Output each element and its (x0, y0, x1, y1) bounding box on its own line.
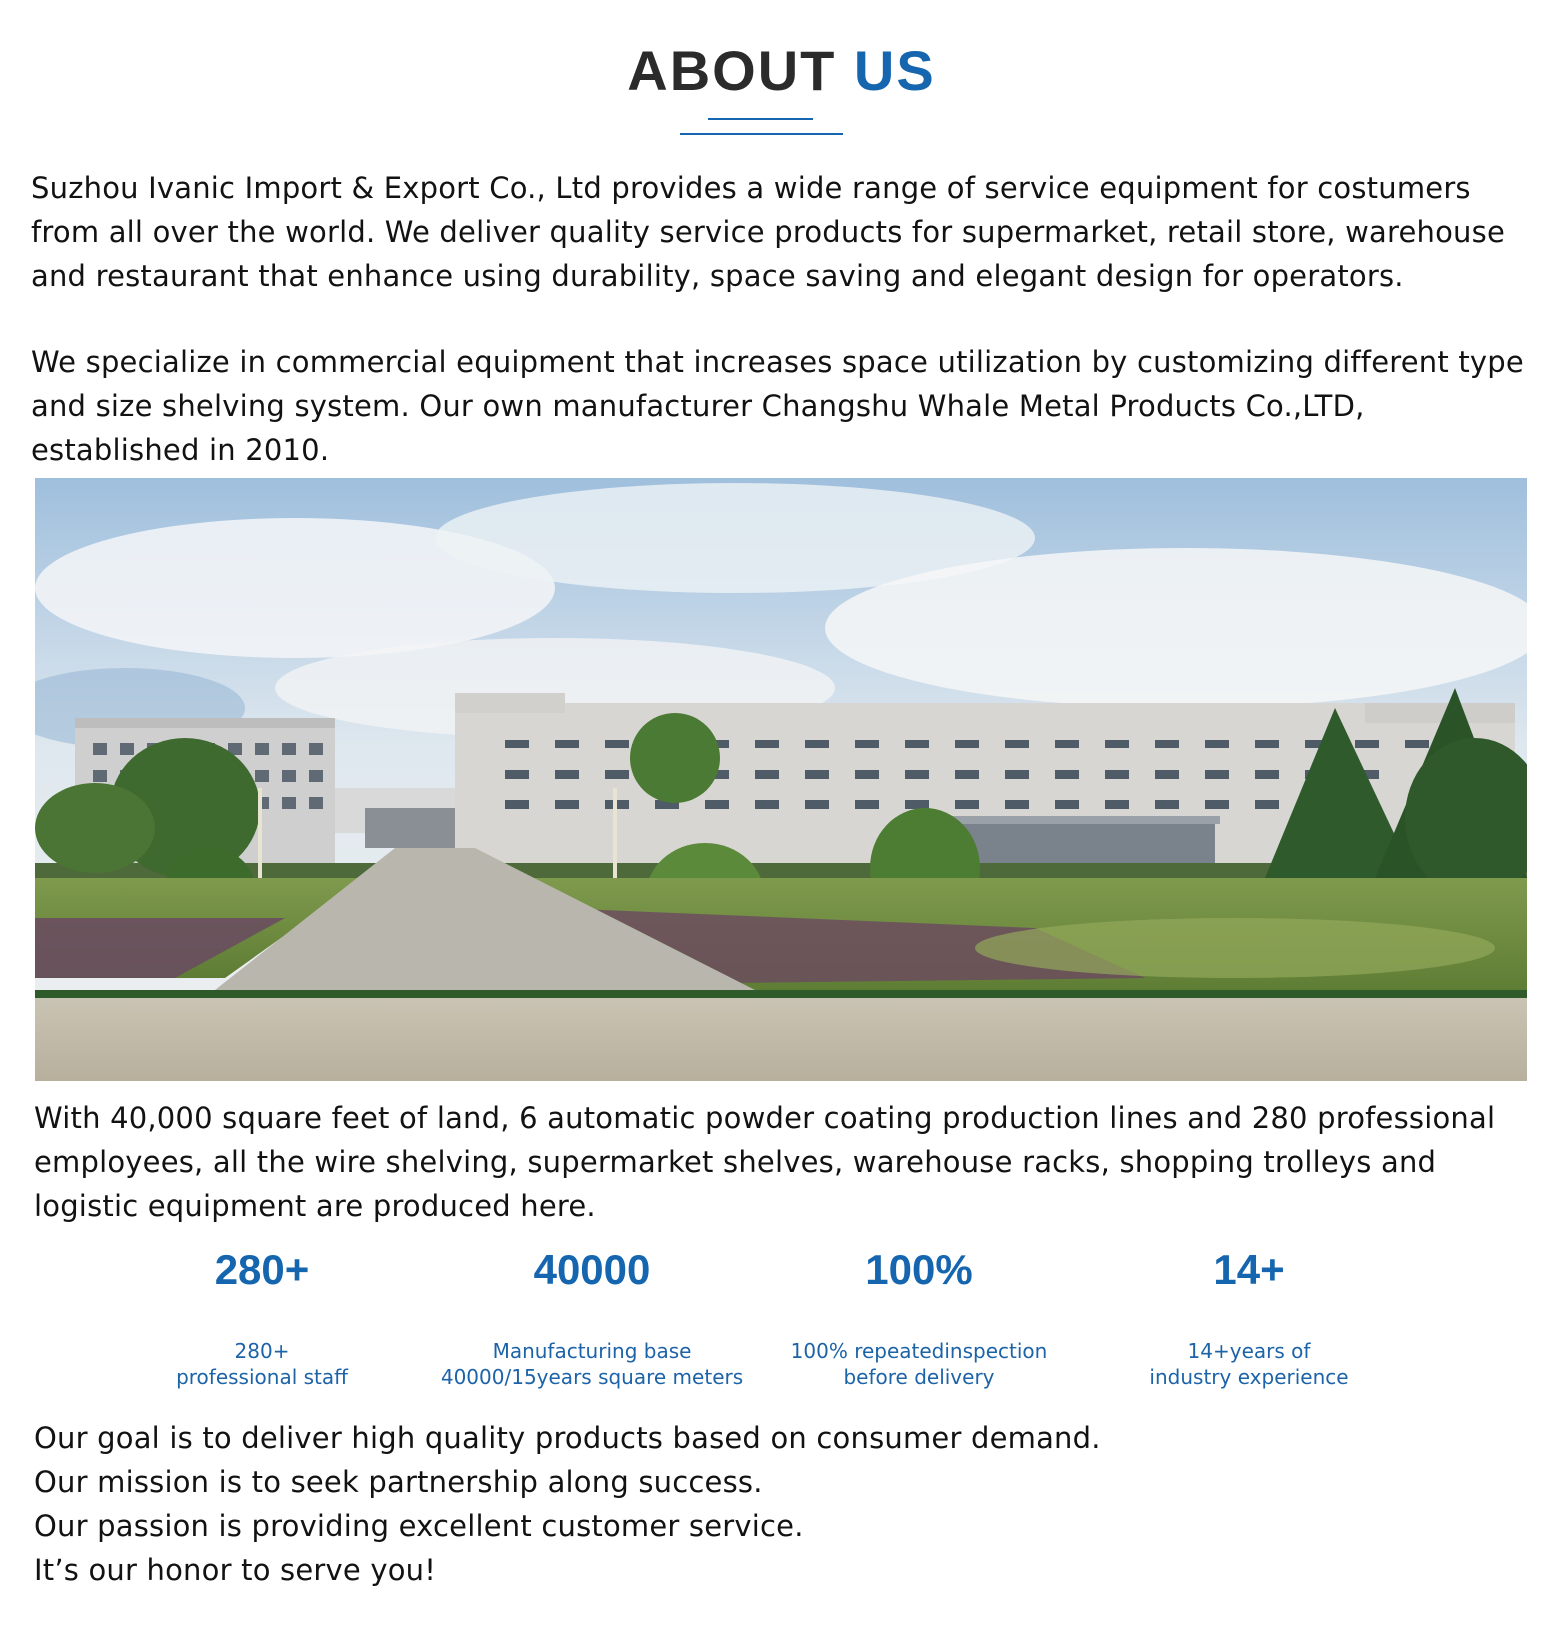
title-us: US (853, 39, 936, 102)
closing-mission: Our mission is to seek partnership along success. (34, 1465, 763, 1499)
stat-experience-caption-line1: 14+years of (1187, 1339, 1311, 1363)
stat-staff-caption (92, 1338, 432, 1390)
closing-statements (34, 1416, 1101, 1592)
factory-photo (35, 478, 1527, 1081)
stat-manufacturing-base-caption (422, 1338, 762, 1390)
stat-inspection-caption-line2: before delivery (843, 1365, 995, 1389)
stat-manufacturing-base-value: 40000 (533, 1246, 651, 1293)
title-underline-long (680, 133, 843, 135)
stat-manufacturing-base-caption-line2: 40000/15years square meters (440, 1365, 744, 1389)
stat-staff (92, 1244, 432, 1390)
page-title (0, 36, 1563, 106)
closing-goal: Our goal is to deliver high quality products based on consumer demand. (34, 1421, 1101, 1455)
stat-inspection-caption-line1: 100% repeatedinspection (790, 1339, 1048, 1363)
stat-experience (1079, 1244, 1419, 1390)
stat-experience-caption-line2: industry experience (1149, 1365, 1349, 1389)
stat-inspection-caption (749, 1338, 1089, 1390)
title-underline-short (708, 118, 813, 120)
stat-manufacturing-base (422, 1244, 762, 1390)
title-about: ABOUT (627, 39, 837, 102)
closing-honor: It’s our honor to serve you! (34, 1553, 437, 1587)
closing-passion: Our passion is providing excellent customer service. (34, 1509, 804, 1543)
stat-manufacturing-base-caption-line1: Manufacturing base (492, 1339, 692, 1363)
intro-paragraph-company: Suzhou Ivanic Import & Export Co., Ltd provides a wide range of service equipment for costumers from all over the world. We deliver quality service products for supermarket, retail store, warehouse and restaurant that enhance using durability, space saving and elegant design for operators. (31, 171, 1505, 293)
stat-inspection-value: 100% (865, 1246, 973, 1293)
stat-staff-caption-line2: professional staff (176, 1365, 348, 1389)
facility-paragraph: With 40,000 square feet of land, 6 automatic powder coating production lines and 280 professional employees, all the wire shelving, supermarket shelves, warehouse racks, shopping trolleys and logistic equipment are produced here. (34, 1101, 1496, 1223)
stat-experience-value: 14+ (1213, 1246, 1285, 1293)
intro-paragraph-specialization: We specialize in commercial equipment that increases space utilization by customizing different type and size shelving system. Our own manufacturer Changshu Whale Metal Products Co.,LTD, established in 2010. (31, 345, 1524, 467)
stat-staff-caption-line1: 280+ (234, 1339, 290, 1363)
stat-inspection (749, 1244, 1089, 1390)
stat-staff-value: 280+ (214, 1246, 310, 1293)
stat-experience-caption (1079, 1338, 1419, 1390)
